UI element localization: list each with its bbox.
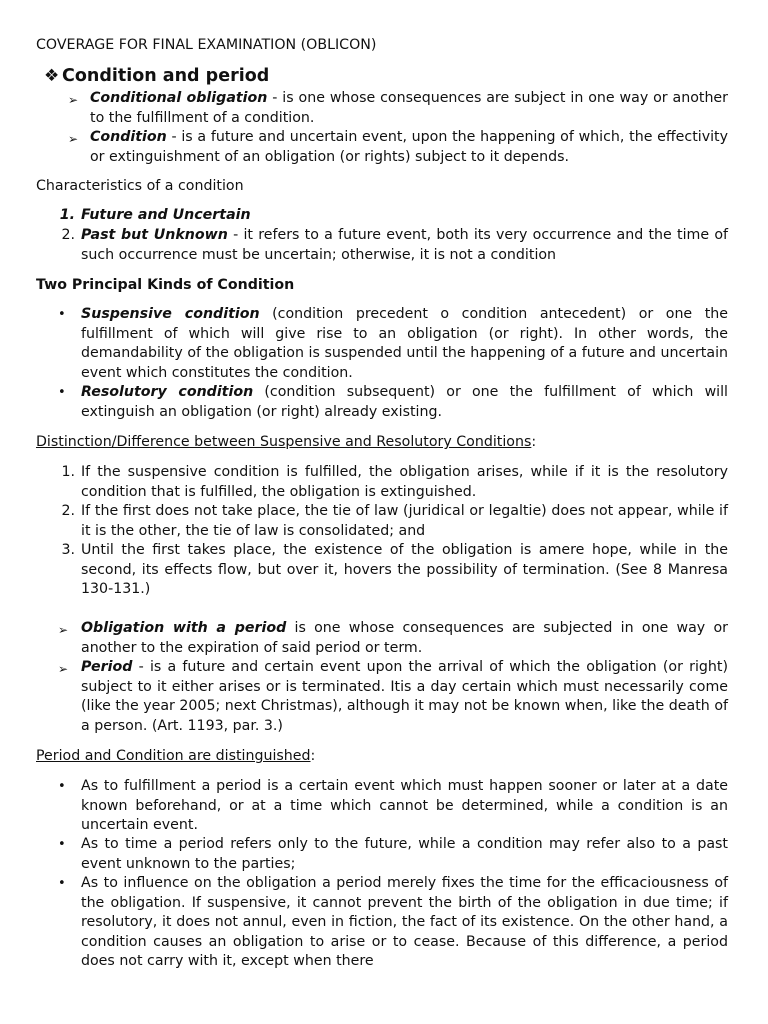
period-condition-heading: Period and Condition are distinguished:	[36, 748, 316, 764]
characteristic-term: Future and Uncertain	[81, 207, 251, 223]
bullet-icon: •	[58, 876, 66, 891]
list-number: 3.	[61, 542, 75, 558]
distinction-item: If the first does not take place, the tie of law (juridical or legaltie) does not appear, while if it is the other, the tie of law is consolidated; and	[81, 503, 728, 539]
characteristic-item	[81, 206, 728, 226]
list-number: 1.	[61, 464, 75, 480]
definition-term: Condition	[90, 129, 167, 145]
characteristic-term: Past but Unknown	[81, 227, 228, 243]
distinction-item: If the suspensive condition is fulfilled, the obligation arises, while if it is the resolutory condition that is fulfilled, the obligation is extinguished.	[81, 464, 728, 500]
kind-term: Suspensive condition	[81, 306, 260, 322]
arrow-bullet-icon: ➢	[58, 662, 69, 676]
definition-term: Period	[81, 659, 133, 675]
kind-item	[81, 383, 728, 422]
arrow-bullet-icon: ➢	[68, 132, 79, 146]
list-number: 1.	[59, 207, 75, 223]
definition-text: is one whose consequences are subjected in one way or another to the expiration of said period or term.	[81, 620, 728, 656]
kind-item	[81, 305, 728, 383]
list-number: 2.	[61, 227, 75, 243]
definition-term: Obligation with a period	[81, 620, 287, 636]
arrow-bullet-icon: ➢	[58, 623, 69, 637]
distinction-item: Until the first takes place, the existence of the obligation is amere hope, while in the second, its effects flow, but over it, hovers the possibility of termination. (See 8 Manresa 130-131.)	[81, 542, 728, 598]
kind-text: (condition precedent o condition antecedent) or one the fulfillment of which will give rise to an obligation (or right). In other words, the demandability of the obligation is suspended until the happening of a future and uncertain event which constitutes the condition.	[81, 306, 728, 381]
definition-item	[90, 89, 728, 128]
comparison-item: As to time a period refers only to the future, while a condition may refer also to a past event unknown to the parties;	[81, 836, 728, 872]
section-heading: Condition and period	[62, 66, 270, 86]
document-title: COVERAGE FOR FINAL EXAMINATION (OBLICON)	[36, 37, 377, 53]
comparison-item: As to influence on the obligation a period merely fixes the time for the efficaciousness of the obligation. If suspensive, it cannot prevent the birth of the obligation in due time; if resolutory, it does not annul, even in fiction, the fact of its existence. On the other hand, a condition causes an obligation to arise or to cease. Because of this difference, a period does not carry with it, except when there	[81, 875, 728, 970]
bullet-icon: •	[58, 385, 66, 400]
definition-term: Conditional obligation	[90, 90, 268, 106]
distinction-heading: Distinction/Difference between Suspensive and Resolutory Conditions:	[36, 434, 537, 450]
arrow-bullet-icon: ➢	[68, 93, 79, 107]
characteristic-text: - it refers to a future event, both its very occurrence and the time of such occurrence must be uncertain; otherwise, it is not a condition	[81, 227, 728, 263]
bullet-icon: •	[58, 779, 66, 794]
section-bullet-icon: ❖	[44, 66, 60, 86]
definition-text: - is a future and certain event upon the arrival of which the obligation (or right) subject to it either arises or is terminated. Itis a day certain which must necessarily come (like the year 2005; next Christmas), although it may not be known when, like the death of a person. (Art. 1193, par. 3.)	[81, 659, 728, 734]
definition-text: - is a future and uncertain event, upon the happening of which, the effectivity or extinguishment of an obligation (or rights) subject to it depends.	[90, 129, 728, 165]
kinds-heading: Two Principal Kinds of Condition	[36, 277, 295, 293]
comparison-item: As to fulfillment a period is a certain event which must happen sooner or later at a date known beforehand, or at a time which cannot be determined, while a condition is an uncertain event.	[81, 778, 728, 834]
definition-item	[81, 619, 728, 658]
kind-term: Resolutory condition	[81, 384, 254, 400]
definition-item	[90, 128, 728, 167]
definition-item	[81, 658, 728, 736]
list-number: 2.	[61, 503, 75, 519]
bullet-icon: •	[58, 837, 66, 852]
bullet-icon: •	[58, 307, 66, 322]
characteristic-item	[81, 226, 728, 265]
kind-text: (condition subsequent) or one the fulfillment of which will extinguish an obligation (or right) already existing.	[81, 384, 729, 420]
definition-text: - is one whose consequences are subject in one way or another to the fulfillment of a condition.	[90, 90, 728, 126]
characteristics-heading: Characteristics of a condition	[36, 178, 244, 194]
